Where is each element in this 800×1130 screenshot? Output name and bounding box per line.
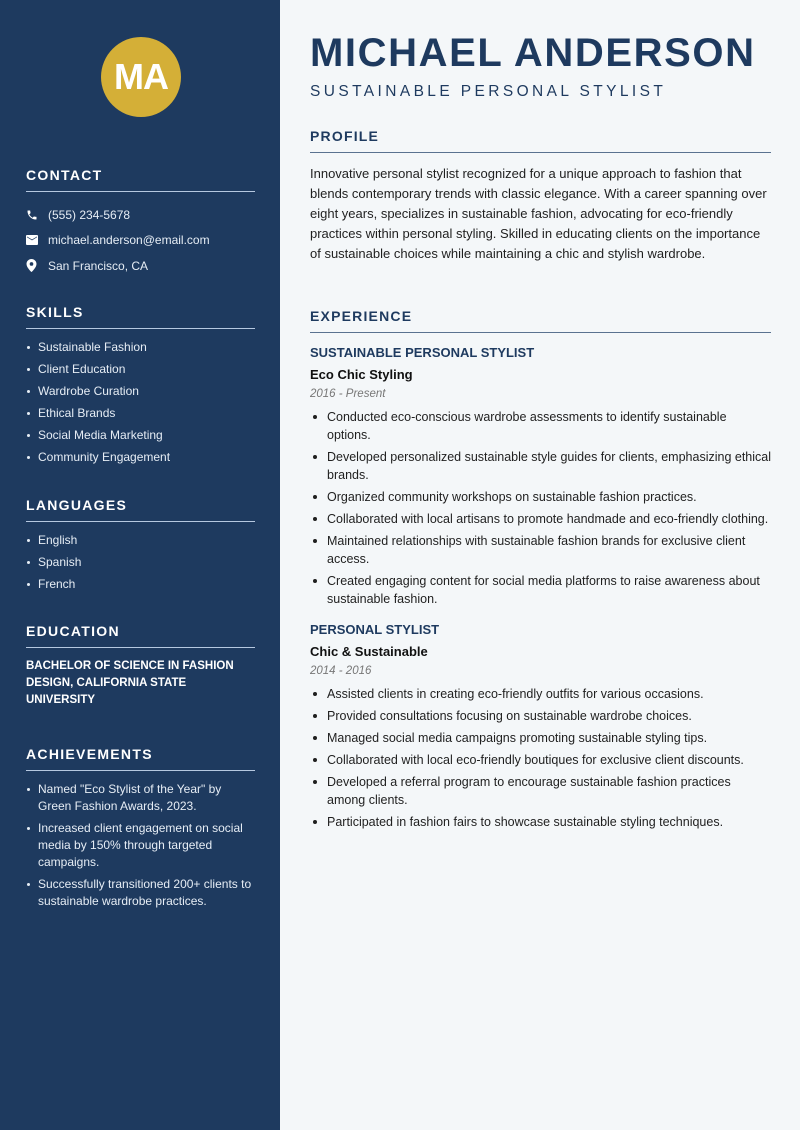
experience-section bbox=[310, 308, 771, 835]
education-degree: BACHELOR OF SCIENCE IN FASHION DESIGN, CALIFORNIA STATE UNIVERSITY bbox=[26, 660, 234, 706]
language-item: English bbox=[26, 532, 255, 548]
candidate-name: MICHAEL ANDERSON bbox=[310, 31, 756, 75]
skill-item: Client Education bbox=[26, 361, 255, 377]
education-heading: EDUCATION bbox=[26, 623, 255, 648]
job-company: Eco Chic Styling bbox=[310, 367, 413, 382]
job-bullet: Maintained relationships with sustainable fashion brands for exclusive client access. bbox=[310, 532, 771, 568]
candidate-title: SUSTAINABLE PERSONAL STYLIST bbox=[310, 83, 667, 100]
job-bullet: Managed social media campaigns promoting sustainable styling tips. bbox=[310, 729, 771, 747]
job-bullet: Collaborated with local eco-friendly boutiques for exclusive client discounts. bbox=[310, 751, 771, 769]
contact-section bbox=[26, 167, 255, 279]
skill-item: Community Engagement bbox=[26, 449, 255, 465]
job-bullet: Developed a referral program to encourage sustainable fashion practices among clients. bbox=[310, 773, 771, 809]
skill-item: Ethical Brands bbox=[26, 405, 255, 421]
job-bullets bbox=[310, 408, 771, 608]
skills-list bbox=[26, 339, 255, 465]
languages-list bbox=[26, 532, 255, 592]
location-pin-icon bbox=[26, 259, 48, 272]
skill-item: Wardrobe Curation bbox=[26, 383, 255, 399]
job-bullet: Created engaging content for social media platforms to raise awareness about sustainable fashion. bbox=[310, 572, 771, 608]
achievement-item: Named "Eco Stylist of the Year" by Green Fashion Awards, 2023. bbox=[26, 781, 255, 815]
skills-section bbox=[26, 304, 255, 471]
contact-phone bbox=[26, 202, 255, 228]
profile-section bbox=[310, 128, 771, 264]
contact-email bbox=[26, 228, 255, 254]
job-dates: 2014 - 2016 bbox=[310, 665, 372, 677]
phone-text: (555) 234-5678 bbox=[48, 207, 131, 222]
languages-section bbox=[26, 497, 255, 598]
job-bullet: Collaborated with local artisans to promote handmade and eco-friendly clothing. bbox=[310, 510, 771, 528]
achievement-item: Successfully transitioned 200+ clients to sustainable wardrobe practices. bbox=[26, 876, 255, 910]
skills-heading: SKILLS bbox=[26, 304, 255, 329]
job-bullet: Participated in fashion fairs to showcase sustainable styling techniques. bbox=[310, 813, 771, 831]
job-bullet: Assisted clients in creating eco-friendly outfits for various occasions. bbox=[310, 685, 771, 703]
job-bullet: Organized community workshops on sustainable fashion practices. bbox=[310, 488, 771, 506]
achievements-list bbox=[26, 781, 255, 910]
languages-heading: LANGUAGES bbox=[26, 497, 255, 522]
achievements-heading: ACHIEVEMENTS bbox=[26, 746, 255, 771]
profile-heading: PROFILE bbox=[310, 128, 771, 153]
language-item: Spanish bbox=[26, 554, 255, 570]
sidebar bbox=[0, 0, 280, 1130]
achievements-section bbox=[26, 746, 255, 915]
job-entry bbox=[310, 345, 771, 608]
contact-location bbox=[26, 253, 255, 279]
contact-heading: CONTACT bbox=[26, 167, 255, 192]
job-dates: 2016 - Present bbox=[310, 388, 386, 400]
education-section bbox=[26, 623, 255, 709]
profile-text: Innovative personal stylist recognized for a unique approach to fashion that blends contemporary trends with classic elegance. With a career spanning over eight years, specializes in sustainable fashion, advocating for eco-friendly practices within personal styling. Skilled in educating clients on the importance of sustainable choices while maintaining a chic and stylish wardrobe. bbox=[310, 166, 767, 261]
experience-heading: EXPERIENCE bbox=[310, 308, 771, 333]
location-text: San Francisco, CA bbox=[48, 258, 149, 273]
job-entry bbox=[310, 622, 771, 831]
job-bullets bbox=[310, 685, 771, 831]
phone-icon bbox=[26, 209, 48, 221]
job-title: SUSTAINABLE PERSONAL STYLIST bbox=[310, 345, 535, 360]
job-title: PERSONAL STYLIST bbox=[310, 622, 440, 637]
job-bullet: Provided consultations focusing on sustainable wardrobe choices. bbox=[310, 707, 771, 725]
skill-item: Social Media Marketing bbox=[26, 427, 255, 443]
language-item: French bbox=[26, 576, 255, 592]
avatar-initials: MA bbox=[101, 37, 181, 117]
email-link[interactable]: michael.anderson@email.com bbox=[48, 233, 210, 248]
email-icon bbox=[26, 235, 48, 245]
job-bullet: Developed personalized sustainable style guides for clients, emphasizing ethical brands. bbox=[310, 448, 771, 484]
skill-item: Sustainable Fashion bbox=[26, 339, 255, 355]
job-bullet: Conducted eco-conscious wardrobe assessments to identify sustainable options. bbox=[310, 408, 771, 444]
job-company: Chic & Sustainable bbox=[310, 644, 428, 659]
achievement-item: Increased client engagement on social media by 150% through targeted campaigns. bbox=[26, 820, 255, 871]
